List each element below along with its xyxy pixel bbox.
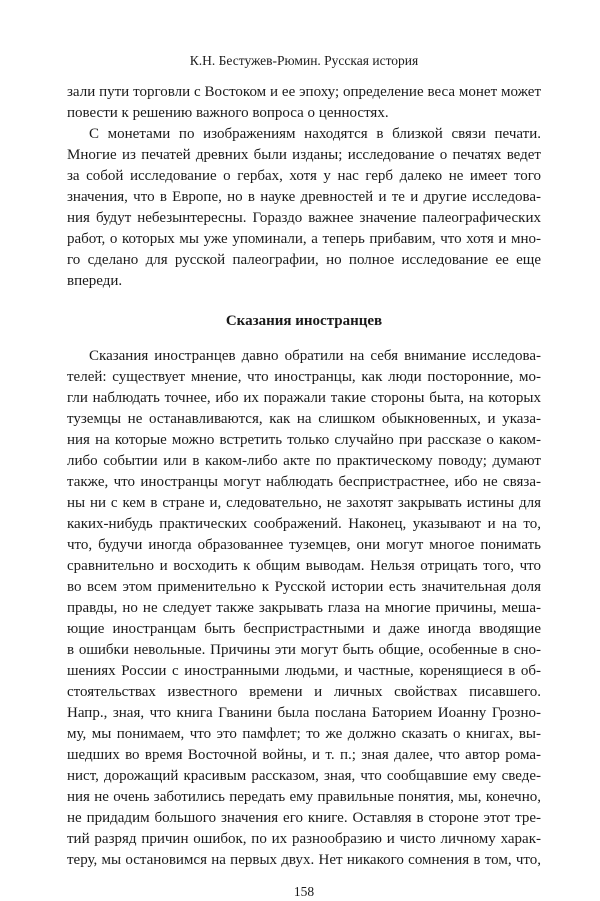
text-line: ния не очень заботились передать ему правильные понятия, мы, конечно, bbox=[67, 789, 541, 805]
running-header: К.Н. Бестужев-Рюмин. Русская история bbox=[189, 53, 419, 68]
text-line: работ, о которых мы уже упоминали, а теперь прибавим, что хотя и мно- bbox=[67, 231, 541, 247]
text-line: Многие из печатей древних были изданы; исследование о печатях ведет bbox=[67, 147, 541, 163]
text-line: не придадим большого значения его книге. Оставляя в стороне этот тре- bbox=[67, 810, 541, 826]
text-line: Сказания иностранцев давно обратили на себя внимание исследова- bbox=[89, 348, 541, 364]
text-line: каких-нибудь практических соображений. Наконец, указывают и на то, bbox=[67, 516, 541, 532]
text-line: шениях России с иностранными людьми, и частные, коренящиеся в об- bbox=[67, 663, 541, 679]
text-line: зали пути торговли с Востоком и ее эпоху; определение веса монет может bbox=[67, 84, 541, 100]
text-line: ны ни с кем в стране и, следовательно, не захотят закрывать истины для bbox=[67, 495, 541, 511]
text-block-section bbox=[67, 346, 541, 871]
text-line: в ошибки невольные. Причины эти могут быть общие, особенные в сно- bbox=[67, 642, 541, 658]
text-line: го сделано для русской палеографии, но полное исследование ее еще bbox=[67, 252, 541, 268]
text-line: гли наблюдать точнее, ибо их поражали такие стороны быта, на которых bbox=[67, 390, 541, 406]
text-line: сравнительно и восходить к общим выводам. Нельзя отрицать того, что bbox=[67, 558, 541, 574]
text-line: также, что иностранцы могут наблюдать беспристрастнее, ибо не связа- bbox=[67, 474, 541, 490]
text-line: повести к решению важного вопроса о ценностях. bbox=[67, 105, 389, 121]
text-line: за собой исследование о гербах, хотя у нас герб далеко не имеет того bbox=[67, 168, 541, 184]
text-line: С монетами по изображениям находятся в близкой связи печати. bbox=[89, 126, 541, 142]
section-heading: Сказания иностранцев bbox=[225, 313, 383, 329]
text-line: нист, дорожащий красивым рассказом, зная, что сообщавшие ему сведе- bbox=[67, 768, 541, 784]
text-line: ния на которые можно встретить только случайно при рассказе о каком- bbox=[67, 432, 541, 448]
text-line: тий разряд причин ошибок, по их разнообразию и чисто личному харак- bbox=[67, 831, 541, 847]
text-line: му, мы понимаем, что это памфлет; то же должно сказать о книгах, вы- bbox=[67, 726, 541, 742]
text-line: ющие иностранцам быть беспристрастными и даже иногда вводящие bbox=[67, 621, 541, 637]
text-line: во всем этом применительно к Русской истории есть значительная доля bbox=[67, 579, 541, 595]
text-block-top bbox=[67, 82, 541, 292]
text-line: шедших во время Восточной войны, и т. п.; зная далее, что автор рома- bbox=[67, 747, 541, 763]
text-line: телей: существует мнение, что иностранцы, как люди посторонние, мо- bbox=[67, 369, 541, 385]
page-number: 158 bbox=[293, 884, 315, 899]
text-line: значения, что в Европе, но в науке древностей и те и другие исследова- bbox=[67, 189, 541, 205]
text-line: теру, мы остановимся на первых двух. Нет никакого сомнения в том, что, bbox=[67, 852, 541, 868]
text-line: правды, но не следует также закрывать глаза на многие причины, меша- bbox=[67, 600, 541, 616]
text-line: стоятельствах известного времени и личных свойствах писавшего. bbox=[67, 684, 541, 700]
text-line: впереди. bbox=[67, 273, 123, 289]
text-line: ния будут небезынтересны. Гораздо важнее значение палеографических bbox=[67, 210, 541, 226]
text-line: Напр., зная, что книга Гванини была послана Баторием Иоанну Грозно- bbox=[67, 705, 541, 721]
text-line: туземцы не останавливаются, как на слишком обыкновенных, и указа- bbox=[67, 411, 541, 427]
text-line: либо событии или в каком-либо акте по практическому поводу; думают bbox=[67, 453, 541, 469]
text-line: что, будучи иногда образованнее туземцев, они могут многое понимать bbox=[67, 537, 541, 553]
